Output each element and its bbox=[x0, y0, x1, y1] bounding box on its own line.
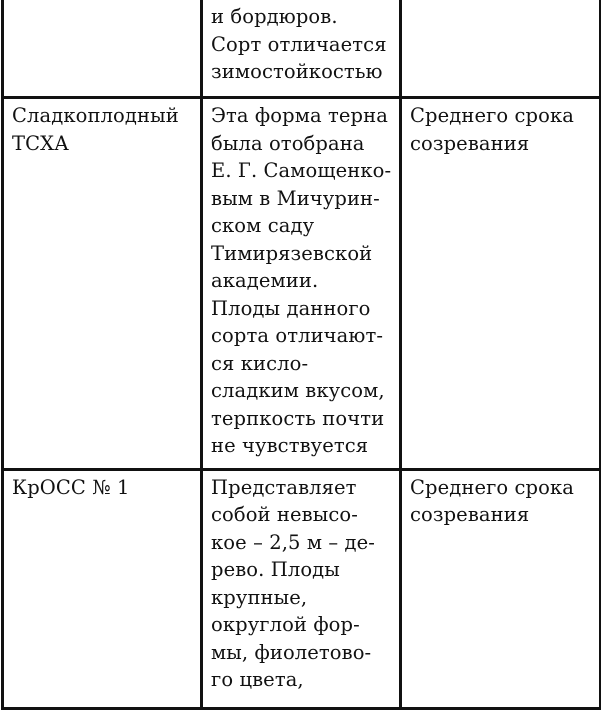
table-row bbox=[3, 469, 601, 708]
ripening-cell bbox=[401, 469, 601, 708]
ripening-line: Среднего срока bbox=[410, 475, 574, 499]
ripening-cell bbox=[401, 0, 601, 98]
description-line: зимостойкостью bbox=[211, 60, 383, 83]
description-line: мы, фиолетово- bbox=[211, 640, 372, 664]
description-line: ском саду bbox=[211, 214, 315, 237]
description-line: кое – 2,5 м – де- bbox=[211, 530, 375, 554]
description-line: Тимирязевской bbox=[211, 241, 373, 265]
ripening-line: Среднего срока bbox=[410, 104, 574, 127]
variety-name-line: КрОСС № 1 bbox=[12, 475, 130, 499]
description-line: округлой фор- bbox=[211, 613, 360, 636]
description-line: не чувствуется bbox=[211, 434, 369, 457]
description-line: Представляет bbox=[211, 475, 357, 499]
variety-name-line: Сладкоплодный bbox=[12, 104, 179, 127]
description-line: Сорт отличается bbox=[211, 32, 387, 56]
description-cell bbox=[202, 0, 401, 98]
plum-varieties-table bbox=[1, 0, 601, 710]
table-row bbox=[3, 0, 601, 98]
description-line: крупные, bbox=[211, 585, 308, 609]
description-line: и бордюров. bbox=[211, 5, 338, 28]
ripening-line: созревания bbox=[410, 131, 530, 155]
variety-name-line: ТСХА bbox=[12, 131, 69, 155]
description-line: сладким вкусом, bbox=[211, 379, 385, 402]
description-line: вым в Мичурин- bbox=[211, 186, 380, 210]
description-line: сорта отличают- bbox=[211, 324, 384, 347]
description-line: терпкость почти bbox=[211, 406, 385, 430]
description-line: Эта форма терна bbox=[211, 104, 388, 127]
description-cell bbox=[202, 469, 401, 708]
variety-name-cell bbox=[3, 98, 202, 470]
description-cell bbox=[202, 98, 401, 470]
description-line: была отобрана bbox=[211, 131, 365, 155]
description-line: академии. bbox=[211, 269, 319, 292]
ripening-line: созревания bbox=[410, 503, 530, 526]
variety-name-cell bbox=[3, 0, 202, 98]
description-line: ся кисло- bbox=[211, 351, 309, 375]
table-row bbox=[3, 98, 601, 470]
description-line: рево. Плоды bbox=[211, 558, 340, 581]
variety-name-cell bbox=[3, 469, 202, 708]
description-line: собой невысо- bbox=[211, 503, 358, 526]
ripening-cell bbox=[401, 98, 601, 470]
description-line: Плоды данного bbox=[211, 296, 371, 320]
description-line: го цвета, bbox=[211, 668, 304, 691]
description-line: Е. Г. Самощенко- bbox=[211, 159, 392, 182]
